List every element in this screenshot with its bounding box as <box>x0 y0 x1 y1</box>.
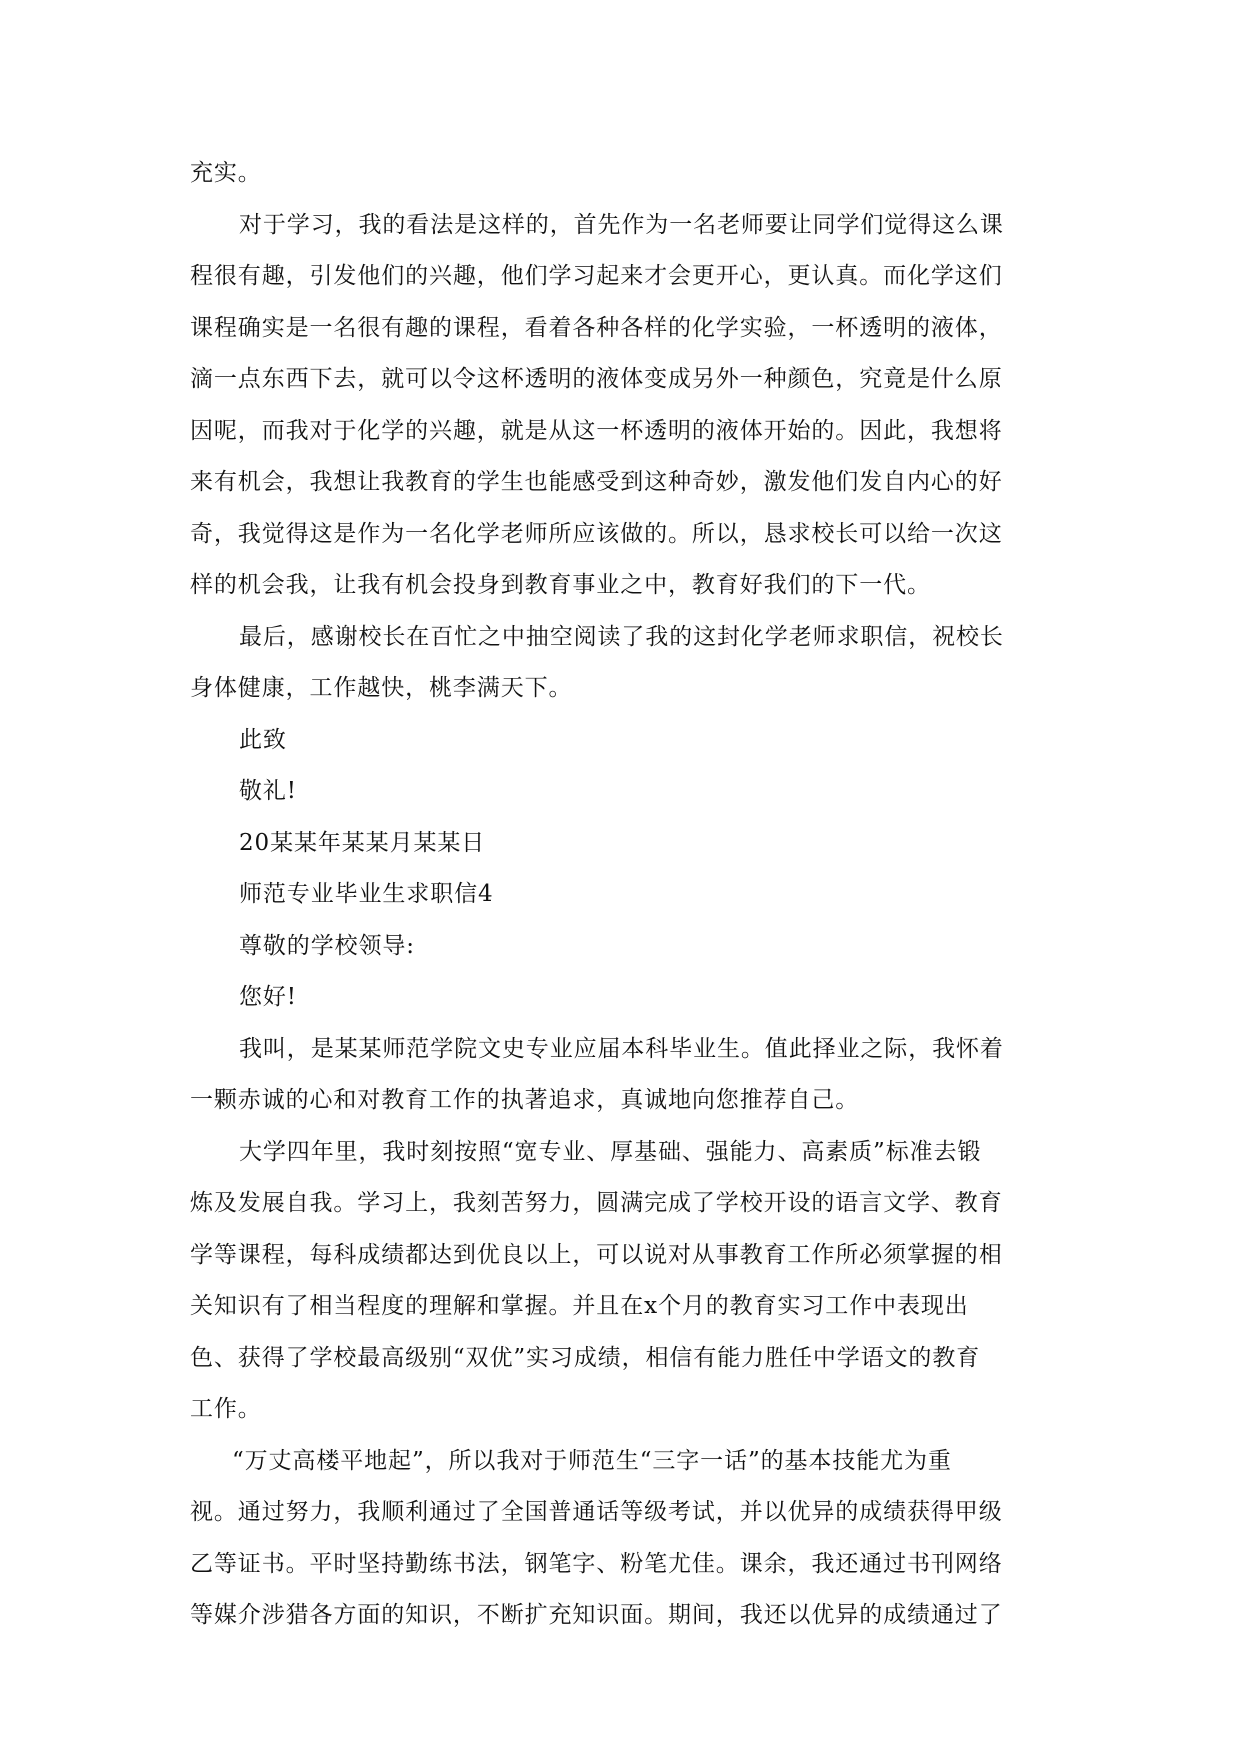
text-line: 身体健康，工作越快，桃李满天下。 <box>190 675 573 701</box>
text-line: 学等课程，每科成绩都达到优良以上，可以说对从事教育工作所必须掌握的相 <box>190 1241 1003 1268</box>
text-line: 视。通过努力，我顺利通过了全国普通话等级考试，并以优异的成绩获得甲级 <box>190 1499 1003 1525</box>
text-line: 充实。 <box>190 160 262 186</box>
text-line: 大学四年里，我时刻按照“宽专业、厚基础、强能力、高素质”标准去锻 <box>239 1138 982 1165</box>
text-line: 乙等证书。平时坚持勤练书法，钢笔字、粉笔尤佳。课余，我还通过书刊网络 <box>190 1550 1003 1577</box>
text-line: 等媒介涉猎各方面的知识，不断扩充知识面。期间，我还以优异的成绩通过了 <box>190 1602 1003 1628</box>
closing-phrase: 此致 <box>239 726 287 753</box>
text-line: 一颗赤诚的心和对教育工作的执著追求，真诚地向您推荐自己。 <box>190 1087 860 1113</box>
text-line: “万丈高楼平地起”，所以我对于师范生“三字一话”的基本技能尤为重 <box>232 1447 952 1474</box>
text-line: 程很有趣，引发他们的兴趣，他们学习起来才会更开心，更认真。而化学这们 <box>190 263 1003 289</box>
text-line: 最后，感谢校长在百忙之中抽空阅读了我的这封化学老师求职信，祝校长 <box>239 623 1004 650</box>
text-line: 课程确实是一名很有趣的课程，看着各种各样的化学实验，一杯透明的液体， <box>190 314 1003 341</box>
text-line: 奇，我觉得这是作为一名化学老师所应该做的。所以，恳求校长可以给一次这 <box>190 520 1003 547</box>
text-line: 因呢，而我对于化学的兴趣，就是从这一杯透明的液体开始的。因此，我想将 <box>190 417 1003 444</box>
salutation-regards: 敬礼! <box>239 778 297 804</box>
recipient-salutation: 尊敬的学校领导: <box>239 932 415 959</box>
text-line: 我叫，是某某师范学院文史专业应届本科毕业生。值此择业之际，我怀着 <box>239 1035 1004 1062</box>
text-line: 滴一点东西下去，就可以令这杯透明的液体变成另外一种颜色，究竟是什么原 <box>190 366 1003 392</box>
greeting: 您好! <box>239 984 297 1010</box>
text-line: 色、获得了学校最高级别“双优”实习成绩，相信有能力胜任中学语文的教育 <box>190 1344 981 1371</box>
letter-heading: 师范专业毕业生求职信4 <box>239 881 494 907</box>
text-line: 炼及发展自我。学习上，我刻苦努力，圆满完成了学校开设的语言文学、教育 <box>190 1190 1003 1216</box>
letter-date: 20某某年某某月某某日 <box>239 829 486 856</box>
text-line: 来有机会，我想让我教育的学生也能感受到这种奇妙，激发他们发自内心的好 <box>190 469 1003 495</box>
text-line: 工作。 <box>190 1396 262 1422</box>
text-line: 样的机会我，让我有机会投身到教育事业之中，教育好我们的下一代。 <box>190 572 931 598</box>
text-line: 关知识有了相当程度的理解和掌握。并且在x个月的教育实习工作中表现出 <box>190 1293 969 1319</box>
letter-body <box>190 148 1050 1642</box>
text-line: 对于学习，我的看法是这样的，首先作为一名老师要让同学们觉得这么课 <box>239 211 1004 238</box>
